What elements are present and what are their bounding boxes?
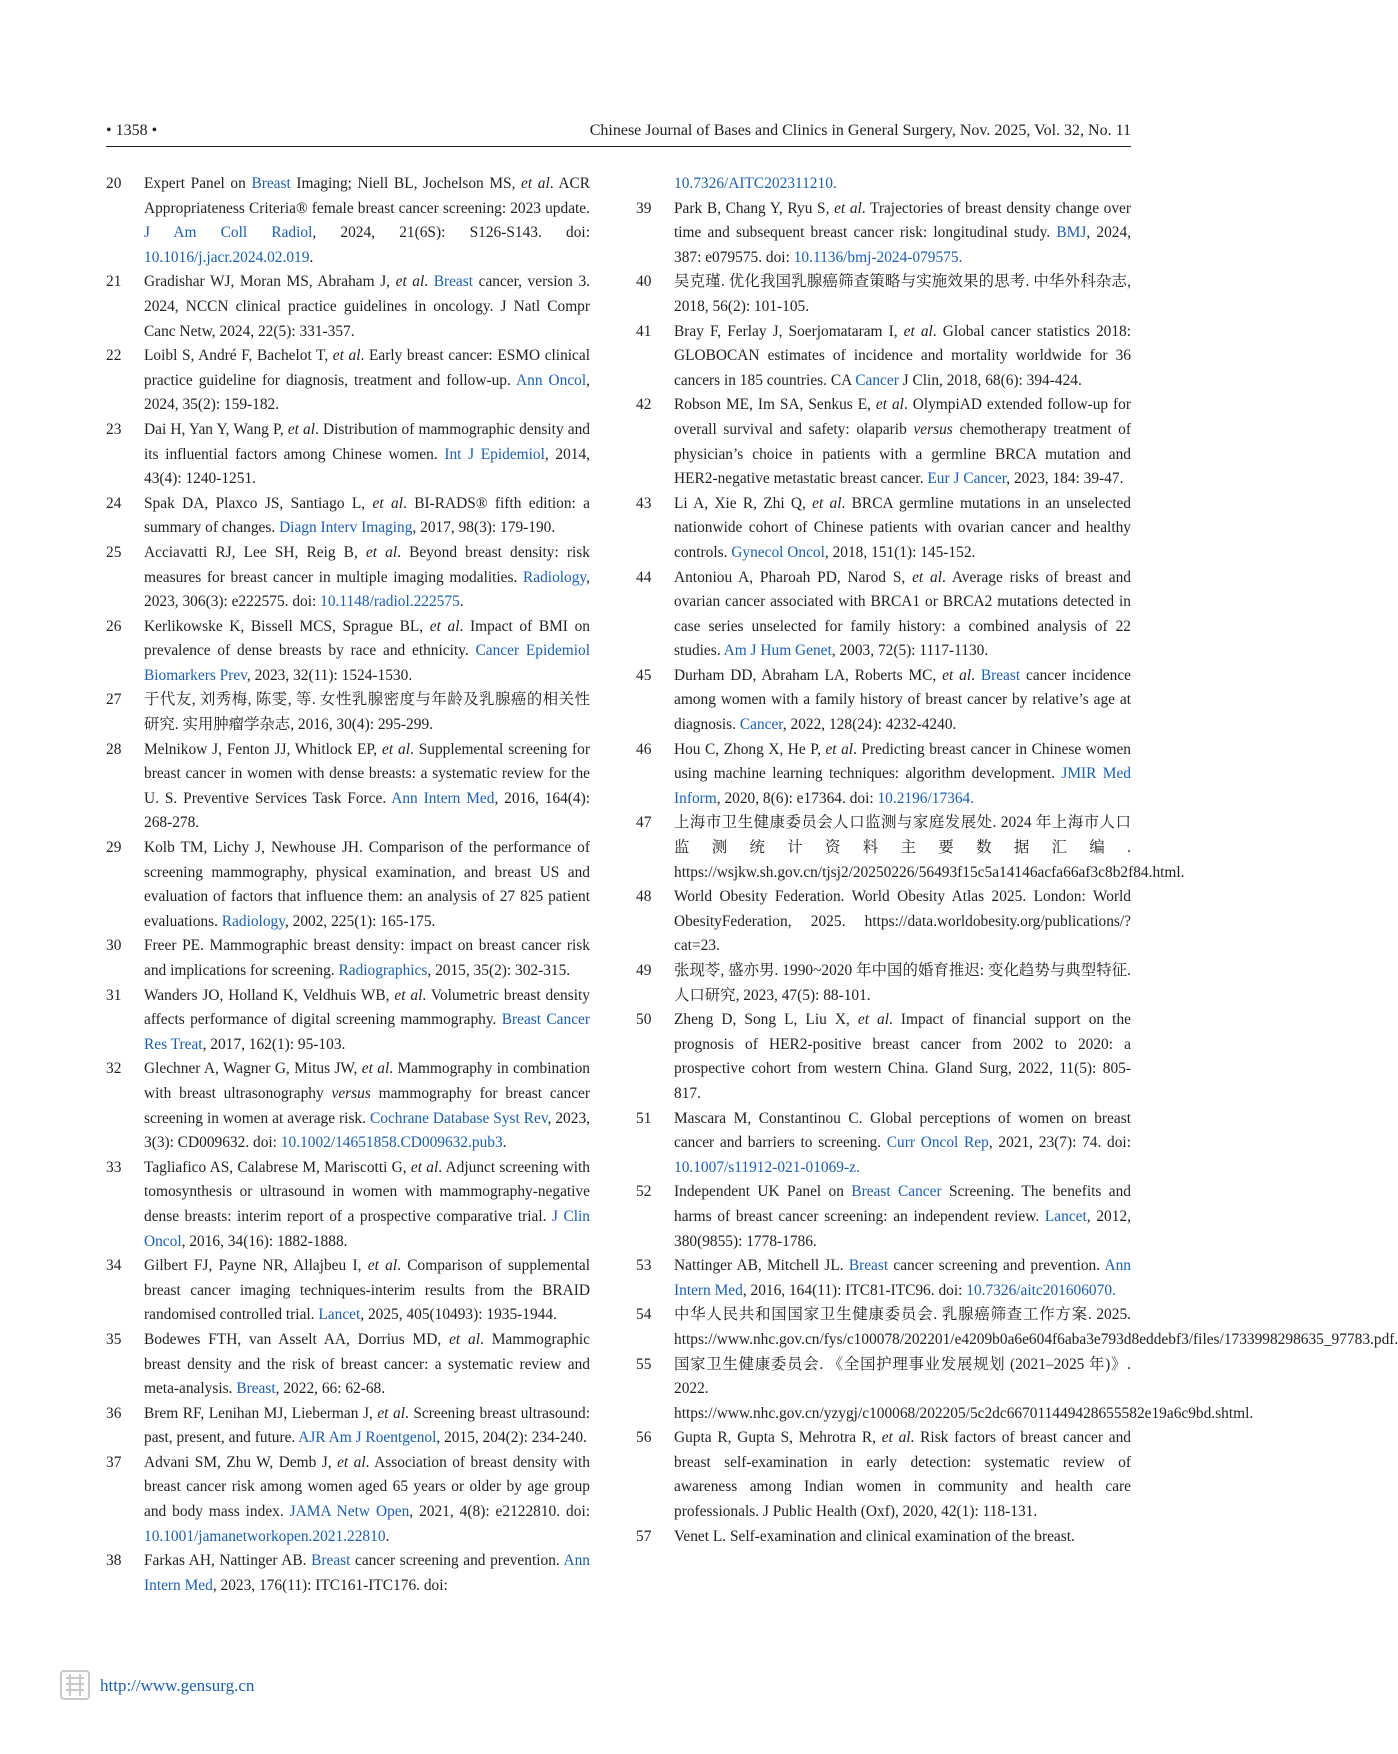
reference-number: 52 bbox=[636, 1183, 652, 1201]
header-rule bbox=[106, 146, 1131, 147]
reference-number: 57 bbox=[636, 1527, 652, 1545]
references-right-column bbox=[636, 172, 1398, 1549]
reference-text: Zheng D, Song L, Liu X, et al. Impact of financial support on the prognosis of HER2-positive breast cancer from 2002 to 2020: a prospective cohort from western China. Gland Surg, 2022, 11(5): 805-817. bbox=[674, 1011, 1131, 1102]
reference-number: 34 bbox=[106, 1257, 122, 1275]
reference-text: Dai H, Yan Y, Wang P, et al. Distribution of mammographic density and its influential factors among Chinese women. Int J Epidemiol, 2014, 43(4): 1240-1251. bbox=[144, 420, 591, 488]
reference-item bbox=[636, 1525, 1131, 1550]
reference-item bbox=[636, 1180, 1131, 1254]
reference-link[interactable]: 10.1007/s11912-021-01069-z. bbox=[674, 1158, 860, 1176]
reference-text: Independent UK Panel on Breast Cancer Screening. The benefits and harms of breast cancer screening: an independent review. Lancet, 2012, 380(9855): 1778-1786. bbox=[674, 1183, 1131, 1250]
reference-link[interactable]: Lancet bbox=[1044, 1207, 1087, 1225]
reference-item bbox=[636, 1008, 1131, 1106]
reference-item bbox=[636, 492, 1131, 566]
reference-number: 55 bbox=[636, 1355, 652, 1373]
reference-text: Glechner A, Wagner G, Mitus JW, et al. Mammography in combination with breast ultrasonography versus mammography for breast cancer screening in women at average risk. Cochrane Database Syst Rev, 2023, 3(3): CD009632. doi: 10.1002/14651858.CD009632.pub3. bbox=[144, 1060, 590, 1152]
reference-text: Acciavatti RJ, Lee SH, Reig B, et al. Beyond breast density: risk measures for breast cancer in multiple imaging modalities. Radiology, 2023, 306(3): e222575. doi: 10.1148/radiol.222575. bbox=[144, 543, 590, 611]
reference-item bbox=[106, 270, 590, 344]
reference-link[interactable]: Ann Oncol bbox=[516, 371, 587, 389]
reference-text: Hou C, Zhong X, He P, et al. Predicting breast cancer in Chinese women using machine learning techniques: algorithm development. JMIR Med Inform, 2020, 8(6): e17364. doi: 10.2196/17364. bbox=[674, 740, 1131, 807]
reference-text: Brem RF, Lenihan MJ, Lieberman J, et al. Screening breast ultrasound: past, present, and future. AJR Am J Roentgenol, 2015, 204(2): 234-240. bbox=[144, 1404, 590, 1447]
reference-item bbox=[106, 344, 590, 418]
reference-number: 20 bbox=[106, 175, 122, 192]
reference-link[interactable]: Breast bbox=[251, 175, 291, 192]
reference-link[interactable]: Breast bbox=[311, 1552, 351, 1570]
reference-text: Mascara M, Constantinou C. Global perceptions of women on breast cancer and barriers to screening. Curr Oncol Rep, 2021, 23(7): 74. doi: 10.1007/s11912-021-01069-z. bbox=[674, 1109, 1131, 1176]
page-header bbox=[106, 117, 1131, 145]
reference-item bbox=[106, 1549, 590, 1598]
reference-item bbox=[636, 270, 1131, 319]
reference-text: Gradishar WJ, Moran MS, Abraham J, et al. Breast cancer, version 3. 2024, NCCN clinical practice guidelines in oncology. J Natl Compr Canc Netw, 2024, 22(5): 331-357. bbox=[144, 273, 590, 340]
reference-link[interactable]: Breast bbox=[433, 273, 474, 291]
reference-number: 56 bbox=[636, 1429, 652, 1447]
references-left-column bbox=[106, 172, 590, 1598]
reference-item bbox=[106, 934, 590, 983]
reference-item bbox=[636, 738, 1131, 812]
reference-link[interactable]: Cancer bbox=[898, 1183, 942, 1201]
reference-text: 上海市卫生健康委员会人口监测与家庭发展处. 2024 年上海市人口监测统计资料主要数据汇编. https://wsjkw.sh.gov.cn/tjsj2/20250226/56493f15c5a14146acfa66af3c8b2f84.html. bbox=[674, 814, 1185, 881]
reference-link[interactable]: J Clin Oncol bbox=[144, 1207, 590, 1250]
reference-link[interactable]: Radiographics bbox=[338, 962, 428, 979]
reference-item bbox=[636, 811, 1185, 885]
reference-link[interactable]: 10.7326/aitc201606070. bbox=[966, 1281, 1116, 1299]
reference-number: 44 bbox=[636, 568, 652, 586]
reference-text: Expert Panel on Breast Imaging; Niell BL, Jochelson MS, et al. ACR Appropriateness Criteria® female breast cancer screening: 2023 update. J Am Coll Radiol, 2024, 21(6S): S126-S143. doi: 10.1016/j.jacr.2024.02.019. bbox=[144, 175, 590, 266]
reference-number: 21 bbox=[106, 273, 122, 291]
reference-link[interactable]: Int J Epidemiol bbox=[444, 445, 545, 463]
reference-link[interactable]: 10.2196/17364. bbox=[877, 789, 975, 807]
reference-text: Nattinger AB, Mitchell JL. Breast cancer screening and prevention. Ann Intern Med, 2016, 164(11): ITC81-ITC96. doi: 10.7326/aitc201606070. bbox=[674, 1257, 1131, 1299]
reference-item bbox=[106, 172, 590, 270]
reference-link[interactable]: Breast bbox=[851, 1183, 891, 1201]
reference-text: Antoniou A, Pharoah PD, Narod S, et al. Average risks of breast and ovarian cancer associated with BRCA1 or BRCA2 mutations detected in case series unselected for family history: a combined analysis of 22 studies. Am J Hum Genet, 2003, 72(5): 1117-1130. bbox=[674, 568, 1131, 660]
reference-link[interactable]: 10.1001/jamanetworkopen.2021.22810 bbox=[144, 1527, 386, 1545]
reference-link[interactable]: 10.1002/14651858.CD009632.pub3 bbox=[280, 1134, 503, 1152]
reference-number: 40 bbox=[636, 273, 652, 291]
reference-number: 49 bbox=[636, 962, 652, 979]
reference-text: Advani SM, Zhu W, Demb J, et al. Association of breast density with breast cancer risk among women aged 65 years or older by age group and body mass index. JAMA Netw Open, 2021, 4(8): e2122810. doi: 10.1001/jamanetworkopen.2021.22810. bbox=[144, 1453, 591, 1545]
reference-item bbox=[106, 688, 590, 737]
reference-text: Tagliafico AS, Calabrese M, Mariscotti G, et al. Adjunct screening with tomosynthesis or ultrasound in women with mammography-negative dense breasts: interim report of a prospective comparative trial. J Clin Oncol, 2016, 34(16): 1882-1888. bbox=[144, 1158, 590, 1250]
reference-link[interactable]: Ann Intern Med bbox=[391, 789, 495, 807]
reference-number: 38 bbox=[106, 1552, 122, 1570]
reference-item bbox=[106, 1328, 590, 1402]
reference-item bbox=[106, 836, 590, 934]
reference-number: 26 bbox=[106, 617, 122, 635]
reference-item bbox=[636, 566, 1131, 664]
reference-text: Melnikow J, Fenton JJ, Whitlock EP, et al. Supplemental screening for breast cancer in women with dense breasts: a systematic review for the U. S. Preventive Services Task Force. Ann Intern Med, 2016, 164(4): 268-278. bbox=[144, 740, 590, 832]
reference-number: 32 bbox=[106, 1060, 122, 1078]
reference-link[interactable]: Breast bbox=[848, 1257, 889, 1275]
reference-number: 45 bbox=[636, 666, 652, 684]
reference-item bbox=[636, 885, 1131, 959]
reference-item bbox=[106, 1057, 590, 1155]
reference-link[interactable]: Curr Oncol Rep bbox=[886, 1134, 989, 1152]
reference-link[interactable]: BMJ bbox=[1056, 224, 1087, 242]
reference-link[interactable]: Cancer bbox=[739, 716, 783, 734]
reference-text: Bray F, Ferlay J, Soerjomataram I, et al. Global cancer statistics 2018: GLOBOCAN estimates of incidence and mortality worldwide for 36 cancers in 185 countries. CA Cancer J Clin, 2018, 68(6): 394-424. bbox=[674, 322, 1132, 389]
reference-item bbox=[106, 984, 590, 1058]
reference-link[interactable]: JMIR Med Inform bbox=[674, 765, 1131, 807]
journal-website-link[interactable]: http://www.gensurg.cn bbox=[100, 1676, 255, 1695]
reference-number: 23 bbox=[106, 420, 122, 438]
reference-item bbox=[106, 1402, 590, 1451]
reference-link[interactable]: Cancer Epidemiol Biomarkers Prev bbox=[144, 642, 590, 684]
reference-item bbox=[106, 738, 590, 836]
reference-item bbox=[636, 959, 1131, 1008]
page-number: • 1358 • bbox=[106, 122, 158, 139]
reference-number: 29 bbox=[106, 839, 122, 857]
reference-item bbox=[106, 615, 590, 689]
reference-text: Kerlikowske K, Bissell MCS, Sprague BL, et al. Impact of BMI on prevalence of dense breasts by race and ethnicity. Cancer Epidemiol Biomarkers Prev, 2023, 32(11): 1524-1530. bbox=[144, 617, 590, 684]
reference-text: Wanders JO, Holland K, Veldhuis WB, et al. Volumetric breast density affects performance of digital screening mammography. Breast Cancer Res Treat, 2017, 162(1): 95-103. bbox=[144, 986, 590, 1053]
reference-number: 31 bbox=[106, 986, 122, 1004]
reference-link[interactable]: Diagn Interv Imaging bbox=[279, 519, 413, 537]
reference-link[interactable]: AJR Am J Roentgenol bbox=[298, 1429, 437, 1447]
reference-link[interactable]: Am J Hum Genet bbox=[723, 642, 832, 660]
reference-text: 国家卫生健康委员会. 《全国护理事业发展规划 (2021–2025 年)》. 2022. https://www.nhc.gov.cn/yzygj/c100068/202205/5c2dc667011449428655582e19a6c9bd.shtml. bbox=[674, 1355, 1254, 1422]
reference-text: 于代友, 刘秀梅, 陈雯, 等. 女性乳腺密度与年龄及乳腺癌的相关性研究. 实用肿瘤学杂志, 2016, 30(4): 295-299. bbox=[144, 691, 590, 734]
reference-number: 39 bbox=[636, 199, 652, 217]
reference-text: Robson ME, Im SA, Senkus E, et al. OlympiAD extended follow-up for overall survival and safety: olaparib versus chemotherapy treatment of physician’s choice in patients with a germline BRCA mutation and HER2-negative metastatic breast cancer. Eur J Cancer, 2023, 184: 39-47. bbox=[674, 396, 1131, 488]
reference-text: Kolb TM, Lichy J, Newhouse JH. Comparison of the performance of screening mammography, physical examination, and breast US and evaluation of factors that influence them: an analysis of 27 825 patient evaluations. Radiology, 2002, 225(1): 165-175. bbox=[144, 839, 590, 930]
reference-item bbox=[106, 541, 590, 615]
reference-text: World Obesity Federation. World Obesity Atlas 2025. London: World ObesityFederation, 2025. https://data.worldobesity.org/publications/?cat=23. bbox=[674, 888, 1131, 955]
reference-link[interactable]: Cancer bbox=[855, 371, 899, 389]
reference-text: 张现苓, 盛亦男. 1990~2020 年中国的婚育推迟: 变化趋势与典型特征. 人口研究, 2023, 47(5): 88-101. bbox=[674, 962, 1131, 1004]
reference-number: 22 bbox=[106, 347, 122, 365]
reference-item bbox=[636, 1426, 1131, 1524]
reference-number: 37 bbox=[106, 1453, 122, 1471]
reference-item bbox=[106, 1156, 590, 1254]
reference-number: 35 bbox=[106, 1330, 122, 1348]
reference-number: 36 bbox=[106, 1404, 122, 1422]
reference-text: Gilbert FJ, Payne NR, Allajbeu I, et al. Comparison of supplemental breast cancer imaging techniques-interim results from the BRAID randomised controlled trial. Lancet, 2025, 405(10493): 1935-1944. bbox=[144, 1257, 591, 1324]
reference-text: Park B, Chang Y, Ryu S, et al. Trajectories of breast density change over time and subsequent breast cancer risk: longitudinal study. BMJ, 2024, 387: e079575. doi: 10.1136/bmj-2024-079575. bbox=[674, 199, 1131, 266]
reference-item bbox=[106, 492, 590, 541]
reference-text: Li A, Xie R, Zhi Q, et al. BRCA germline mutations in an unselected nationwide cohort of Chinese patients with ovarian cancer and healthy controls. Gynecol Oncol, 2018, 151(1): 145-152. bbox=[674, 494, 1131, 561]
reference-number: 24 bbox=[106, 494, 122, 512]
page-footer bbox=[60, 1670, 460, 1704]
reference-link[interactable]: JAMA Netw Open bbox=[289, 1503, 410, 1521]
reference-link[interactable]: 10.1148/radiol.222575 bbox=[320, 593, 460, 611]
reference-number: 47 bbox=[636, 814, 652, 832]
reference-item bbox=[636, 1107, 1131, 1181]
reference-number: 30 bbox=[106, 937, 122, 955]
reference-text: 吴克瑾. 优化我国乳腺癌筛查策略与实施效果的思考. 中华外科杂志, 2018, 56(2): 101-105. bbox=[674, 273, 1131, 315]
reference-number: 46 bbox=[636, 740, 652, 758]
reference-link[interactable]: Eur J Cancer bbox=[927, 470, 1007, 488]
reference-link[interactable]: Cochrane Database Syst Rev bbox=[369, 1109, 548, 1127]
reference-number: 54 bbox=[636, 1306, 652, 1324]
reference-link[interactable]: Gynecol Oncol bbox=[731, 543, 825, 561]
reference-item bbox=[106, 1451, 590, 1549]
reference-link[interactable]: Radiology bbox=[523, 568, 587, 586]
reference-item bbox=[636, 393, 1131, 491]
reference-link[interactable]: Lancet bbox=[318, 1306, 361, 1324]
reference-number: 33 bbox=[106, 1158, 122, 1176]
reference-link[interactable]: Breast Cancer Res Treat bbox=[144, 1011, 590, 1053]
reference-number: 50 bbox=[636, 1011, 652, 1029]
reference-number: 28 bbox=[106, 740, 122, 758]
reference-text: Gupta R, Gupta S, Mehrotra R, et al. Risk factors of breast cancer and breast self-examination in early detection: systematic review of awareness among Indian women in community and health care professionals. J Public Health (Oxf), 2020, 42(1): 118-131. bbox=[674, 1429, 1131, 1521]
reference-number: 27 bbox=[106, 691, 122, 709]
reference-number: 43 bbox=[636, 494, 652, 512]
reference-item bbox=[636, 664, 1131, 738]
reference-text: Spak DA, Plaxco JS, Santiago L, et al. BI-RADS® fifth edition: a summary of changes. Diagn Interv Imaging, 2017, 98(3): 179-190. bbox=[144, 494, 590, 537]
reference-number: 25 bbox=[106, 543, 122, 561]
reference-link[interactable]: Breast bbox=[980, 666, 1021, 684]
reference-text bbox=[674, 172, 1131, 197]
reference-link[interactable]: Ann Intern Med bbox=[674, 1257, 1131, 1299]
reference-number: 42 bbox=[636, 396, 652, 414]
reference-item bbox=[636, 172, 1131, 197]
reference-text: 中华人民共和国国家卫生健康委员会. 乳腺癌筛查工作方案. 2025. https://www.nhc.gov.cn/fys/c100078/202201/e4209b0a6e604f6aba3e793d8eddebf3/files/1733998298635_97783.pdf. bbox=[674, 1306, 1398, 1348]
reference-text: Freer PE. Mammographic breast density: impact on breast cancer risk and implications for screening. Radiographics, 2015, 35(2): 302-315. bbox=[144, 937, 590, 979]
reference-item bbox=[636, 1254, 1131, 1303]
reference-number: 41 bbox=[636, 322, 652, 340]
reference-number: 48 bbox=[636, 888, 652, 906]
reference-link[interactable]: 10.1016/j.jacr.2024.02.019 bbox=[144, 248, 310, 266]
reference-text: Durham DD, Abraham LA, Roberts MC, et al. Breast cancer incidence among women with a family history of breast cancer by relative’s age at diagnosis. Cancer, 2022, 128(24): 4232-4240. bbox=[674, 666, 1131, 734]
reference-text: Venet L. Self-examination and clinical examination of the breast. bbox=[674, 1527, 1075, 1545]
reference-link[interactable]: Radiology bbox=[221, 912, 285, 930]
reference-number: 53 bbox=[636, 1257, 652, 1275]
reference-item bbox=[106, 1254, 590, 1328]
reference-link[interactable]: Breast bbox=[236, 1380, 276, 1398]
journal-citation: Chinese Journal of Bases and Clinics in General Surgery, Nov. 2025, Vol. 32, No. 11 bbox=[589, 122, 1131, 139]
journal-logo-icon bbox=[60, 1670, 90, 1700]
reference-item bbox=[636, 197, 1131, 271]
reference-link[interactable]: J Am Coll Radiol bbox=[144, 224, 313, 242]
reference-item bbox=[636, 1303, 1398, 1352]
reference-item bbox=[106, 418, 590, 492]
reference-text: Loibl S, André F, Bachelot T, et al. Early breast cancer: ESMO clinical practice guideline for diagnosis, treatment and follow-up. Ann Oncol, 2024, 35(2): 159-182. bbox=[144, 347, 591, 414]
reference-link[interactable]: Ann Intern Med bbox=[144, 1552, 590, 1594]
reference-text: Bodewes FTH, van Asselt AA, Dorrius MD, et al. Mammographic breast density and the risk of breast cancer: a systematic review and meta-analysis. Breast, 2022, 66: 62-68. bbox=[144, 1330, 591, 1398]
reference-link[interactable]: 10.1136/bmj-2024-079575. bbox=[793, 248, 963, 266]
reference-link[interactable]: 10.7326/AITC202311210. bbox=[674, 175, 837, 192]
reference-text: Farkas AH, Nattinger AB. Breast cancer screening and prevention. Ann Intern Med, 2023, 176(11): ITC161-ITC176. doi: bbox=[144, 1552, 590, 1594]
reference-item bbox=[636, 1353, 1254, 1427]
reference-item bbox=[636, 320, 1131, 394]
reference-number: 51 bbox=[636, 1109, 652, 1127]
